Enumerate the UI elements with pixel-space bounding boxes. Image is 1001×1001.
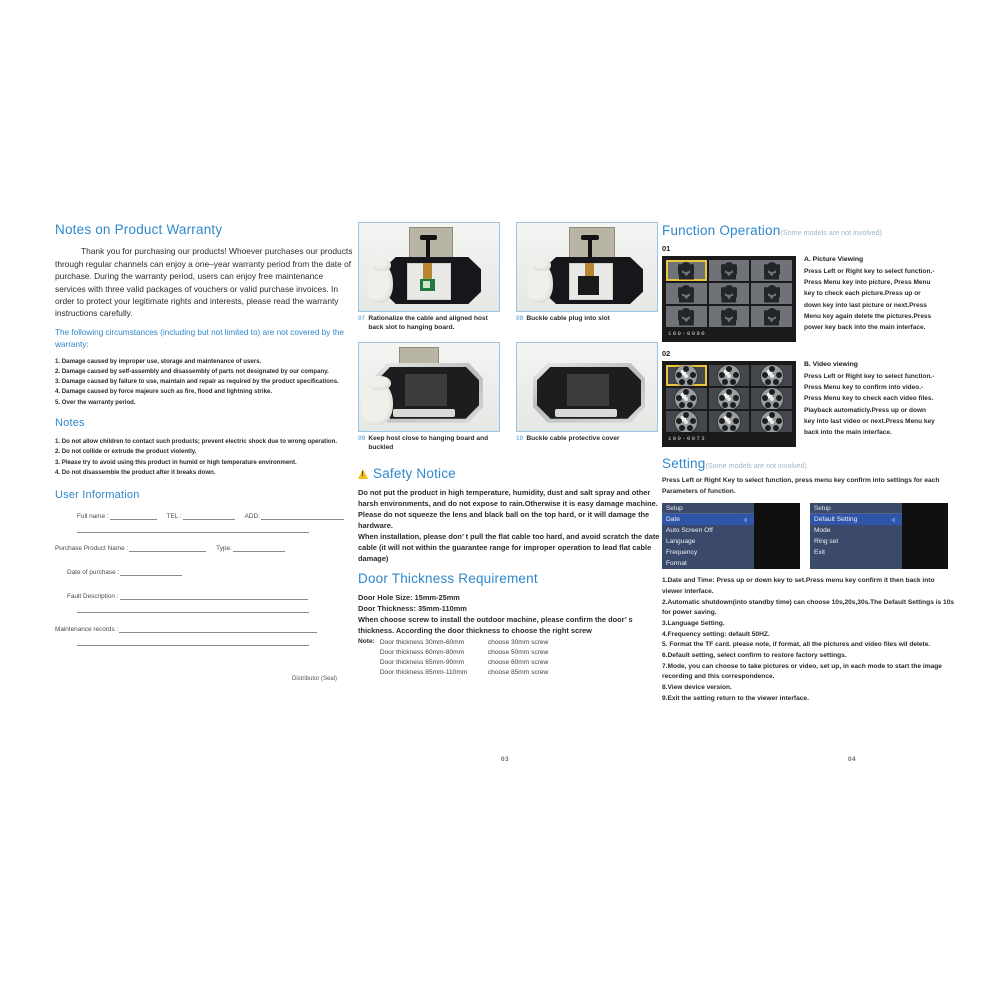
person-silhouette-icon [720, 308, 737, 326]
list-item: 3.Language Setting. [662, 620, 725, 628]
film-reel-icon [675, 388, 697, 409]
notes-list [55, 437, 355, 477]
film-reel-icon [761, 388, 783, 409]
description-line: Press Menu key to check each video files. [804, 395, 934, 403]
door-thickness-title: Door Thickness Requirement [358, 570, 538, 586]
picture-viewing-title: A. Picture Viewing [804, 256, 864, 263]
device-screen-videos [662, 361, 796, 447]
door-thickness-cell: Door thickness 60mm-80mm [379, 649, 465, 657]
thumbnail[interactable] [751, 260, 792, 281]
description-line: Menu key again delete the pictures.Press [804, 312, 932, 320]
type-input[interactable] [233, 544, 285, 552]
thumbnail[interactable] [751, 388, 792, 409]
list-item: 2.Automatic shutdown(into standby time) can choose 10s,20s,30s.The Default Settings is 10s for power saving. [662, 598, 955, 617]
description-line: back into the main interface. [804, 428, 892, 436]
photo-09-image [358, 342, 500, 432]
safety-notice-header [358, 466, 663, 482]
warranty-page [55, 222, 355, 682]
setting-subtitle: (Some models are not involved) [705, 461, 807, 470]
notes-heading: Notes [55, 416, 85, 429]
thumbnail[interactable] [666, 306, 707, 327]
date-of-purchase-label: Date of purchase : [67, 569, 120, 577]
photo-grid [358, 222, 663, 460]
door-thickness-cell: Door thickness 30mm-60mm [379, 639, 465, 647]
screw-cell: choose 60mm screw [487, 658, 549, 666]
setup-menu-left-title: Setup [662, 503, 754, 514]
video-thumbnail-grid [666, 365, 792, 432]
warning-triangle-icon [358, 469, 368, 479]
table-row [380, 638, 548, 648]
setup-menu-screens [662, 503, 955, 569]
thumbnail[interactable] [751, 283, 792, 304]
thumbnail[interactable] [709, 388, 750, 409]
video-viewing-row [662, 361, 955, 447]
form-row-maintenance [55, 625, 355, 633]
menu-item-default-setting[interactable] [810, 514, 902, 525]
picture-file-counter: 100-0090 [668, 330, 707, 337]
form-row-name-tel-add [77, 512, 355, 520]
menu-item-label: Mode [814, 526, 831, 534]
thumbnail[interactable] [751, 306, 792, 327]
person-silhouette-icon [678, 262, 695, 280]
list-item: 1. Do not allow children to contact such products; prevent electric shock due to wrong operation. [55, 438, 338, 446]
person-silhouette-icon [720, 285, 737, 303]
page-number-04: 04 [848, 756, 857, 763]
date-of-purchase-input[interactable] [120, 568, 182, 576]
photo-caption-08 [516, 315, 658, 324]
form-row-product-type [55, 544, 355, 552]
screw-cell: choose 50mm screw [487, 649, 549, 657]
menu-item-auto-screen-off[interactable] [662, 525, 754, 536]
menu-item-label: Format [666, 559, 687, 567]
menu-item-frequency[interactable] [662, 547, 754, 558]
exclusions-lead: The following circumstances (including but not limited to) are not covered by the warranty: [55, 327, 344, 349]
list-item: 4. Damage caused by force majeure such as fire, flood and lightning strike. [55, 388, 273, 396]
form-row-fault [67, 592, 355, 600]
description-line: Press Left or Right key to select function.- [804, 268, 935, 275]
function-operation-title: Function Operation [662, 223, 781, 238]
film-reel-icon [675, 411, 697, 432]
list-item: 5. Format the TF card. please note, if format, all the pictures and video files wil delete. [662, 641, 931, 649]
photo-cell-09 [358, 342, 500, 460]
photo-caption-text: Keep host close to hanging board and buckled [368, 434, 489, 451]
video-viewing-title: B. Video viewing [804, 361, 858, 368]
user-information-form [55, 512, 355, 682]
thumbnail[interactable] [666, 283, 707, 304]
menu-item-language[interactable] [662, 536, 754, 547]
person-silhouette-icon [678, 285, 695, 303]
list-item: 4. Do not disassemble the product after it breaks down. [55, 468, 216, 476]
page-number-03: 03 [501, 756, 510, 763]
photo-07-image [358, 222, 500, 312]
film-reel-icon [718, 388, 740, 409]
thumbnail[interactable] [709, 365, 750, 386]
description-line: Press Menu key to confirm into video.- [804, 384, 924, 392]
tel-input[interactable] [183, 512, 235, 520]
screw-note-block [358, 638, 663, 678]
maintenance-records-input[interactable] [119, 625, 317, 633]
add-label: ADD: [244, 513, 260, 521]
door-thickness-cell: Door thickness 65mm-90mm [379, 658, 465, 666]
type-label: Type: [216, 545, 232, 553]
setting-title: Setting [662, 456, 706, 471]
photo-cell-07 [358, 222, 500, 340]
door-spec: Door Thickness: 35mm-110mm [358, 603, 467, 613]
user-information-heading: User Information [55, 489, 140, 502]
photo-caption-10 [516, 435, 658, 444]
picture-viewing-description [804, 256, 955, 333]
picture-viewing-row [662, 256, 955, 342]
add-input-line-2[interactable] [77, 531, 309, 533]
list-item: 1.Date and Time: Press up or down key to set.Press menu key confirm it then back into viewer interface. [662, 577, 935, 596]
purchase-product-name-label: Purchase Product Name : [55, 545, 129, 553]
list-item: 3. Damage caused by failure to use, maintain and repair as required by the product specifications. [55, 378, 339, 386]
menu-item-label: Default Setting [814, 515, 858, 523]
screw-cell: choose 30mm screw [487, 639, 549, 647]
menu-item-label: Auto Screen Off [666, 526, 713, 534]
description-line: key into last video or next.Press Menu key [804, 417, 935, 425]
list-item: 1. Damage caused by improper use, storage and maintenance of users. [55, 357, 262, 365]
person-silhouette-icon [720, 262, 737, 280]
photo-08-image [516, 222, 658, 312]
function-operation-subtitle: (Some models are not involved) [780, 228, 882, 237]
video-file-counter: 100-0073 [668, 435, 707, 442]
step-number-01: 01 [662, 244, 671, 253]
person-silhouette-icon [763, 262, 780, 280]
table-row [380, 658, 548, 668]
device-screen-pictures [662, 256, 796, 342]
warranty-intro-paragraph: Thank you for purchasing our products! Whoever purchases our products through regular channels can enjoy a one–year warranty period from the date of purchase. During the warranty period, users can enjoy free maintenance services with three valid packages of vouchers or valid purchase invoices. In order to protect your legitimate rights and interests, please read the warranty instructions carefully. [55, 246, 353, 319]
door-spec: When choose screw to install the outdoor machine, please confirm the door’ s thickness. According the door thickness to choose the right screw [358, 614, 633, 636]
photo-10-image [516, 342, 658, 432]
description-line: Press Left or Right key to select function.- [804, 373, 935, 380]
thumbnail[interactable] [666, 411, 707, 432]
thumbnail[interactable] [666, 388, 707, 409]
film-reel-icon [761, 411, 783, 432]
description-line: Playback automaticly.Press up or down [804, 406, 926, 414]
description-line: key to check each picture.Press up or [804, 290, 921, 298]
setting-notes-list [662, 576, 955, 704]
list-item: 6.Default setting, select confirm to restore factory settings. [662, 652, 847, 660]
table-row [380, 668, 548, 678]
safety-notice-title: Safety Notice [373, 465, 456, 481]
fault-description-line-2[interactable] [77, 611, 309, 613]
photo-caption-07 [358, 315, 500, 333]
add-input[interactable] [261, 512, 344, 520]
safety-paragraph: Do not put the product in high temperature, humidity, dust and salt spray and other harsh environments, and do not expose to rain.Otherwise it is easy damage machine. [358, 487, 658, 508]
purchase-product-name-input[interactable] [129, 544, 206, 552]
exclusions-list [55, 357, 355, 407]
menu-item-date[interactable] [662, 514, 754, 525]
picture-thumbnail-grid [666, 260, 792, 327]
film-reel-icon [718, 365, 740, 386]
full-name-input[interactable] [110, 512, 157, 520]
photo-number: 09 [358, 434, 366, 442]
safety-paragraph: Please do not squeeze the lens and black ball on the top hard, or it will damage the hardware. [358, 509, 650, 531]
setting-lead-text: Press Left or Right Key to select function, press menu key confirm into settings for each Parameters of function. [662, 477, 940, 495]
setting-header [662, 455, 955, 473]
note-label: Note: [358, 638, 375, 646]
menu-item-label: Date [666, 515, 680, 523]
photo-number: 08 [516, 315, 524, 322]
screw-table [380, 638, 548, 678]
thumbnail[interactable] [751, 365, 792, 386]
thumbnail[interactable] [709, 306, 750, 327]
distributor-seal-label: Distributor (Seal) [291, 676, 337, 683]
menu-item-label: Frequency [666, 548, 698, 556]
fault-description-input[interactable] [120, 592, 308, 600]
page-title-warranty: Notes on Product Warranty [55, 222, 223, 237]
safety-notice-body [358, 487, 663, 565]
maintenance-records-label: Maintenance records : [55, 626, 119, 634]
photo-caption-09 [358, 435, 500, 453]
list-item: 7.Mode, you can choose to take pictures or video, set up, in each mode to start the image recording and this correspondence. [662, 662, 942, 681]
door-thickness-body [358, 592, 663, 636]
maintenance-records-line-2[interactable] [77, 644, 309, 646]
thumbnail[interactable] [709, 283, 750, 304]
photo-caption-text: Buckle cable plug into slot [526, 315, 610, 322]
list-item: 2. Do not collide or extrude the product violently. [55, 448, 197, 456]
photo-number: 07 [358, 315, 366, 322]
description-line: Press Menu key into picture, Press Menu [804, 279, 931, 287]
fault-description-label: Fault Description : [67, 593, 119, 601]
installation-page [358, 222, 663, 678]
description-line: down key into last picture or next.Press [804, 301, 927, 309]
list-item: 3. Please try to avoid using this product in humid or high temperature environment. [55, 458, 297, 466]
thumbnail[interactable] [751, 411, 792, 432]
person-silhouette-icon [678, 308, 695, 326]
safety-paragraph: When installation, please don’ t pull the flat cable too hard, and avoid scratch the date cable (it will not within the guarantee range for improper operation to lead flat cable damage) [358, 532, 660, 564]
thumbnail-selected[interactable] [666, 260, 707, 281]
photo-cell-08 [516, 222, 658, 340]
function-operation-page [662, 222, 955, 704]
screw-cell: choose 85mm screw [487, 668, 549, 676]
list-item: 8.View device version. [662, 684, 732, 692]
step-number-02: 02 [662, 349, 671, 358]
list-item: 4.Frequency setting: default 50HZ. [662, 630, 770, 638]
form-row-date [67, 568, 355, 576]
spread-content [50, 222, 955, 782]
menu-item-ring-set[interactable] [810, 536, 902, 547]
menu-item-format[interactable] [662, 558, 754, 569]
description-line: power key back into the main interface. [804, 323, 926, 331]
menu-item-label: Language [666, 537, 696, 545]
menu-item-mode[interactable] [810, 525, 902, 536]
film-reel-icon [718, 411, 740, 432]
thumbnail[interactable] [709, 260, 750, 281]
photo-number: 10 [516, 434, 524, 442]
list-item: 9.Exit the setting return to the viewer interface. [662, 694, 809, 702]
photo-caption-text: Rationalize the cable and aligned host back slot to hanging board. [368, 315, 488, 331]
setup-menu-right [810, 503, 948, 569]
caret-left-icon [743, 517, 747, 523]
door-thickness-cell: Door thickness 85mm-110mm [379, 668, 468, 676]
thumbnail[interactable] [709, 411, 750, 432]
person-silhouette-icon [763, 308, 780, 326]
door-spec: Door Hole Size: 15mm-25mm [358, 592, 460, 602]
table-row [380, 648, 548, 658]
person-silhouette-icon [763, 285, 780, 303]
menu-item-exit[interactable] [810, 547, 902, 558]
setup-menu-left [662, 503, 800, 569]
photo-cell-10 [516, 342, 658, 460]
tel-label: TEL : [166, 513, 182, 521]
thumbnail-selected[interactable] [666, 365, 707, 386]
film-reel-icon [675, 365, 697, 386]
list-item: 2. Damage caused by self-assembly and disassembly of parts not designated by our company. [55, 367, 329, 375]
full-name-label: Full name : [77, 513, 109, 521]
menu-item-label: Exit [814, 548, 825, 556]
video-viewing-description [804, 361, 955, 438]
setup-menu-right-title: Setup [810, 503, 902, 514]
photo-caption-text: Buckle cable protective cover [526, 434, 620, 442]
list-item: 5. Over the warranty period. [55, 398, 136, 406]
function-operation-header [662, 222, 955, 240]
caret-left-icon [891, 517, 895, 523]
film-reel-icon [761, 365, 783, 386]
menu-item-label: Ring set [814, 537, 839, 545]
